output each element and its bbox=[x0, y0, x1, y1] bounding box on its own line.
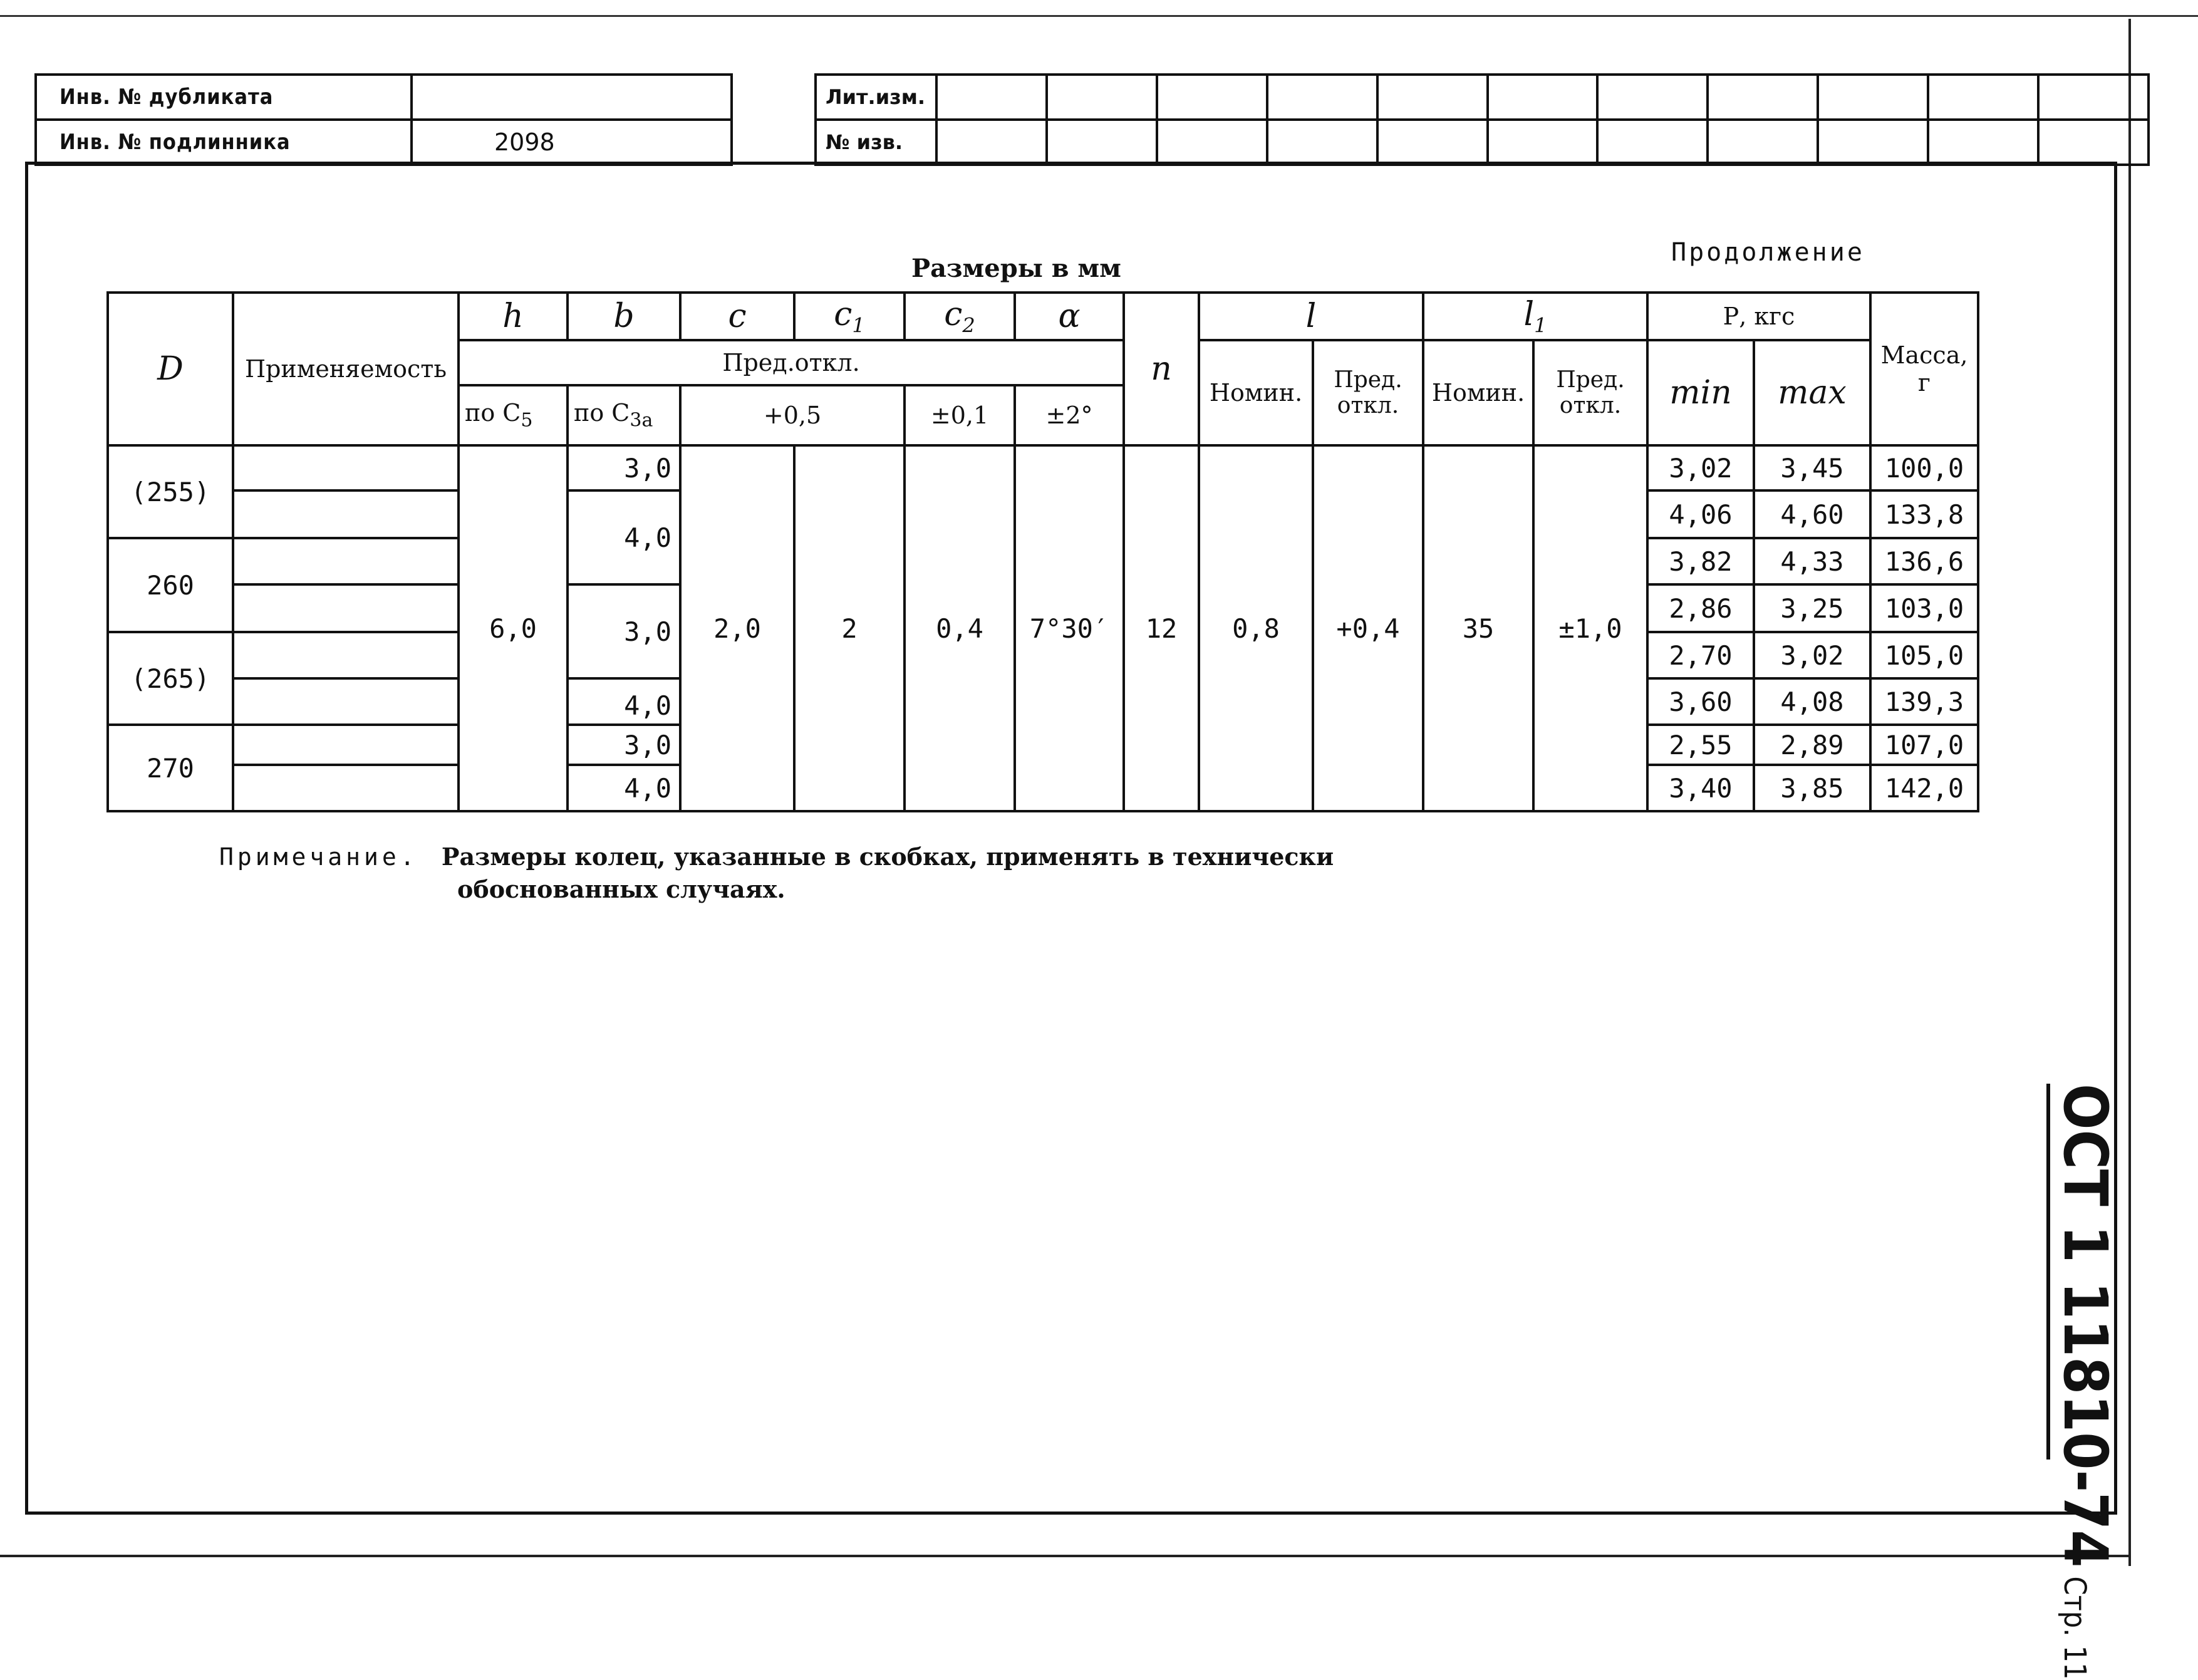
header-alpha: α bbox=[1015, 293, 1124, 340]
l-nominal-value: 0,8 bbox=[1199, 445, 1313, 811]
b-value: 3,0 bbox=[568, 584, 680, 678]
header-b: b bbox=[568, 293, 680, 340]
change-cell bbox=[1157, 120, 1267, 165]
header-l1-tolerance: Пред. откл. bbox=[1533, 340, 1647, 445]
p-max-value: 3,02 bbox=[1754, 632, 1870, 678]
b-value: 4,0 bbox=[568, 678, 680, 725]
header-c2-tolerance: ±0,1 bbox=[905, 385, 1015, 445]
mass-value: 133,8 bbox=[1870, 490, 1978, 538]
duplicate-inventory-label: Инв. № дубликата bbox=[36, 75, 412, 120]
header-l-tolerance: Пред. откл. bbox=[1313, 340, 1423, 445]
c2-value: 0,4 bbox=[905, 445, 1015, 811]
p-max-value: 3,85 bbox=[1754, 765, 1870, 811]
note-line-2: обоснованных случаях. bbox=[457, 875, 785, 903]
p-max-value: 2,89 bbox=[1754, 725, 1870, 765]
change-cell bbox=[1818, 75, 1928, 120]
alpha-value: 7°30′ bbox=[1015, 445, 1124, 811]
diameter-cell: 260 bbox=[108, 538, 233, 632]
mass-value: 142,0 bbox=[1870, 765, 1978, 811]
header-d: D bbox=[108, 293, 233, 445]
p-max-value: 4,33 bbox=[1754, 538, 1870, 584]
header-mass: Масса, г bbox=[1870, 293, 1978, 445]
change-cell bbox=[1267, 120, 1377, 165]
registration-block bbox=[34, 73, 733, 166]
change-cell bbox=[2038, 75, 2149, 120]
p-max-value: 4,08 bbox=[1754, 678, 1870, 725]
original-inventory-value: 2098 bbox=[412, 120, 732, 165]
diameter-cell: (265) bbox=[108, 632, 233, 725]
applicability-cell bbox=[233, 584, 459, 632]
standard-code: ОСТ 1 11810-74 bbox=[2050, 1084, 2120, 1568]
header-b-tolerance: по $C_{3а}$ bbox=[568, 385, 680, 445]
p-max-value: 3,45 bbox=[1754, 445, 1870, 490]
change-cell bbox=[1818, 120, 1928, 165]
ring-dimensions-table bbox=[106, 291, 1979, 812]
change-cell bbox=[1047, 120, 1157, 165]
applicability-cell bbox=[233, 678, 459, 725]
change-cell bbox=[936, 120, 1047, 165]
applicability-cell bbox=[233, 490, 459, 538]
change-cell bbox=[1597, 75, 1708, 120]
continuation-label: Продолжение bbox=[1671, 238, 1865, 267]
l-tolerance-value: +0,4 bbox=[1313, 445, 1423, 811]
change-cell bbox=[2038, 120, 2149, 165]
mass-value: 136,6 bbox=[1870, 538, 1978, 584]
p-min-value: 2,55 bbox=[1647, 725, 1754, 765]
change-cell bbox=[1928, 75, 2038, 120]
header-h: h bbox=[459, 293, 568, 340]
note-label: Примечание. bbox=[219, 843, 418, 871]
l1-tolerance-value: ±1,0 bbox=[1533, 445, 1647, 811]
change-cell bbox=[1377, 75, 1488, 120]
p-min-value: 3,82 bbox=[1647, 538, 1754, 584]
outer-frame-bottom-line bbox=[0, 1555, 2130, 1557]
p-max-value: 4,60 bbox=[1754, 490, 1870, 538]
outer-frame-top-line bbox=[0, 15, 2198, 17]
p-min-value: 2,86 bbox=[1647, 584, 1754, 632]
note-line-1: Размеры колец, указанные в скобках, применять в технически bbox=[441, 843, 1334, 871]
header-c: c bbox=[680, 293, 794, 340]
c-value: 2,0 bbox=[680, 445, 794, 811]
original-inventory-label: Инв. № подлинника bbox=[36, 120, 412, 165]
change-cell bbox=[1377, 120, 1488, 165]
standard-designation bbox=[2046, 1084, 2120, 1680]
header-force: Р, кгс bbox=[1647, 293, 1870, 340]
notice-number-label: № изв. bbox=[816, 120, 936, 165]
header-c1: $c_1$ bbox=[794, 293, 905, 340]
duplicate-inventory-value bbox=[412, 75, 732, 120]
header-l-nominal: Номин. bbox=[1199, 340, 1313, 445]
header-c2: $c_2$ bbox=[905, 293, 1015, 340]
p-min-value: 3,02 bbox=[1647, 445, 1754, 490]
page-number: Стр. 11 bbox=[2057, 1576, 2092, 1680]
header-c-tolerance: +0,5 bbox=[680, 385, 905, 445]
change-cell bbox=[1157, 75, 1267, 120]
p-min-value: 3,60 bbox=[1647, 678, 1754, 725]
b-value: 4,0 bbox=[568, 765, 680, 811]
c1-value: 2 bbox=[794, 445, 905, 811]
change-cell bbox=[1488, 75, 1598, 120]
b-value: 4,0 bbox=[568, 490, 680, 584]
header-tolerance: Пред.откл. bbox=[459, 340, 1124, 385]
h-value: 6,0 bbox=[459, 445, 568, 811]
mass-value: 139,3 bbox=[1870, 678, 1978, 725]
header-applicability: Применяемость bbox=[233, 293, 459, 445]
header-l1-nominal: Номин. bbox=[1423, 340, 1533, 445]
diameter-cell: 270 bbox=[108, 725, 233, 811]
applicability-cell bbox=[233, 538, 459, 584]
header-p-min: min bbox=[1647, 340, 1754, 445]
header-h-tolerance: по $C_5$ bbox=[459, 385, 568, 445]
mass-value: 105,0 bbox=[1870, 632, 1978, 678]
n-value: 12 bbox=[1124, 445, 1199, 811]
lit-change-label: Лит.изм. bbox=[816, 75, 936, 120]
header-l1: $l_1$ bbox=[1423, 293, 1647, 340]
applicability-cell bbox=[233, 725, 459, 765]
table-note bbox=[219, 841, 1334, 903]
p-max-value: 3,25 bbox=[1754, 584, 1870, 632]
change-cell bbox=[1928, 120, 2038, 165]
change-cell bbox=[1488, 120, 1598, 165]
change-cell bbox=[1597, 120, 1708, 165]
p-min-value: 2,70 bbox=[1647, 632, 1754, 678]
b-value: 3,0 bbox=[568, 445, 680, 490]
diameter-cell: (255) bbox=[108, 445, 233, 538]
mass-value: 100,0 bbox=[1870, 445, 1978, 490]
header-alpha-tolerance: ±2° bbox=[1015, 385, 1124, 445]
change-block bbox=[814, 73, 2150, 166]
header-l: l bbox=[1199, 293, 1423, 340]
l1-nominal-value: 35 bbox=[1423, 445, 1533, 811]
p-min-value: 3,40 bbox=[1647, 765, 1754, 811]
header-n: n bbox=[1124, 293, 1199, 445]
p-min-value: 4,06 bbox=[1647, 490, 1754, 538]
change-cell bbox=[936, 75, 1047, 120]
change-cell bbox=[1047, 75, 1157, 120]
applicability-cell bbox=[233, 445, 459, 490]
change-cell bbox=[1267, 75, 1377, 120]
mass-value: 103,0 bbox=[1870, 584, 1978, 632]
outer-frame-right-line bbox=[2128, 19, 2131, 1566]
mass-value: 107,0 bbox=[1870, 725, 1978, 765]
units-caption: Размеры в мм bbox=[911, 254, 1121, 283]
b-value: 3,0 bbox=[568, 725, 680, 765]
change-cell bbox=[1708, 75, 1818, 120]
applicability-cell bbox=[233, 632, 459, 678]
applicability-cell bbox=[233, 765, 459, 811]
change-cell bbox=[1708, 120, 1818, 165]
header-p-max: max bbox=[1754, 340, 1870, 445]
